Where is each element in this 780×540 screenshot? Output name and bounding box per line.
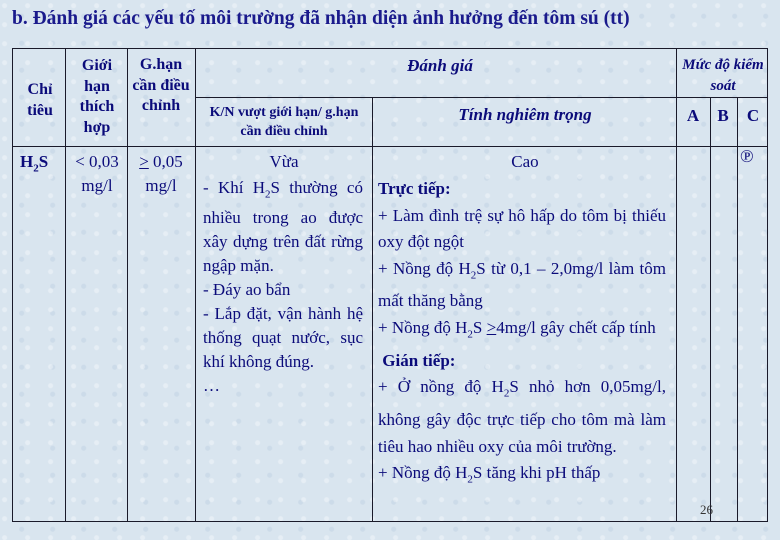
severity-level: Cao [511,152,539,171]
header-danh-gia: Đánh giá [407,56,473,75]
header-kn-vuot: K/N vượt giới hạn/ g.hạn cần điều chỉnh [209,105,359,139]
row-chi-tieu: $H_2S$ [20,152,49,175]
header-g-han: G.hạn cần điều chỉnh [132,56,190,114]
header-b: B [717,106,729,125]
severity-description: Trực tiếp: + Làm đình trệ sự hô hấp do tôm bị thiếu oxy đột ngột + Nồng độ $H_2S$ từ 0,1 – 2,0mg/l làm tôm mất thăng bằng + Nồng độ $H_2S >4mg/l$ gây chết cấp tính Gián tiếp: + Ở nồng độ $H_2S$ nhỏ hơn 0,05mg/l, không gây độc trực tiếp cho tôm mà làm tiêu hao nhiều oxy của môi trường. + Nồng độ $H_2S$ tăng khi pH thấp [378,179,666,486]
page-number: 26 [700,502,713,517]
slide-title: b. Đánh giá các yếu tố môi trường đã nhận diện ảnh hưởng đến tôm sú (tt) [12,8,630,29]
grid-line [710,97,711,522]
header-a: A [686,106,700,125]
header-c: C [746,106,760,125]
grid-line [676,48,677,522]
grid-line [12,146,768,147]
grid-line [195,97,767,98]
kn-level: Vừa [269,152,299,171]
control-mark-c: ℗ [740,146,754,166]
header-chi-tieu: Chỉ tiêu [27,81,53,119]
grid-line [195,48,196,522]
grid-line [65,48,66,522]
header-muc-do-kiem-soat: Mức độ kiểm soát [682,57,764,94]
row-gioi-han: < 0,03 mg/l [75,152,119,195]
header-gioi-han: Giới hạn thích hợp [79,57,115,136]
kn-description: - Khí $H_2S$ thường có nhiều trong ao được xây dựng trên đất rừng ngập mặn. - Đáy ao bẩn - Lắp đặt, vận hành hệ thống quạt nước, sục khí không đúng. … [203,178,363,396]
row-g-han: > 0,05 mg/l [139,152,183,195]
grid-line [127,48,128,522]
grid-line [372,97,373,522]
grid-line [737,97,738,522]
header-tinh-nghiem-trong: Tính nghiêm trọng [458,105,592,124]
